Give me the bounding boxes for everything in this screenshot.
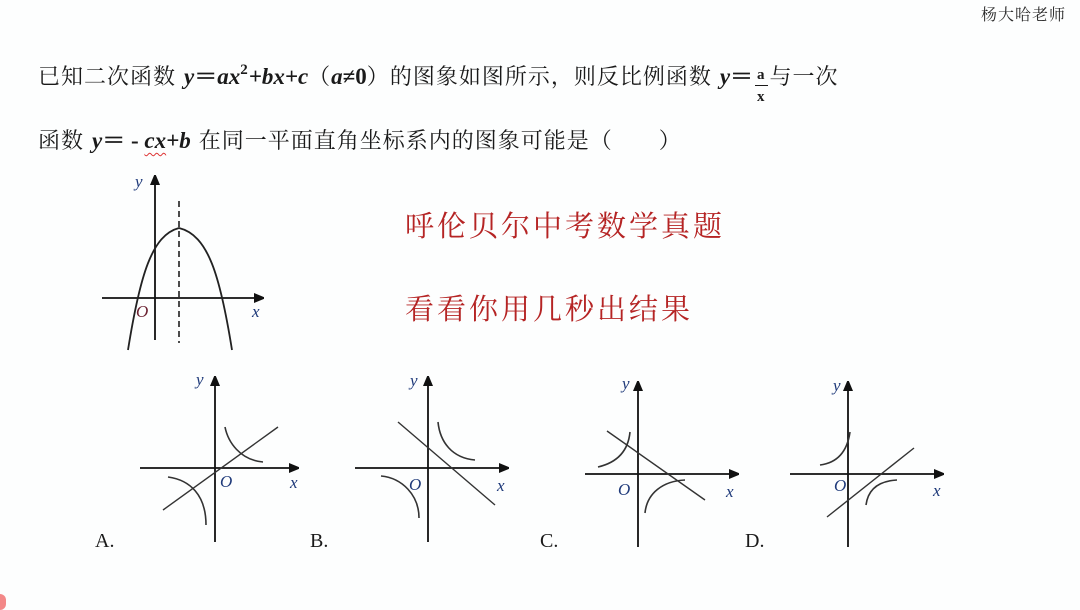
fraction <box>755 68 768 105</box>
question-text: 与一次 <box>769 65 839 90</box>
option-d-label[interactable]: D. <box>745 530 765 552</box>
x-axis-label: x <box>252 302 260 321</box>
question-line-2 <box>38 122 682 155</box>
x-axis-label: x <box>933 481 941 500</box>
option-a-label[interactable]: A. <box>95 530 115 552</box>
option-b-graph[interactable] <box>355 370 520 545</box>
author-watermark: 杨大哈老师 <box>980 5 1066 24</box>
x-axis-label: x <box>497 476 505 495</box>
parabola-curve <box>128 228 232 350</box>
option-c-graph[interactable] <box>585 375 745 550</box>
math-exponent: 2 <box>240 62 249 78</box>
hyperbola-branch <box>820 432 850 465</box>
option-c-label[interactable]: C. <box>540 530 559 552</box>
math-eq: ＝ <box>730 64 754 89</box>
question-line-1 <box>38 58 839 105</box>
y-axis-label: y <box>833 376 841 395</box>
math-expr: +b <box>166 128 191 153</box>
math-var: ax <box>217 64 241 89</box>
math-var: y <box>184 64 195 89</box>
fraction-denominator: x <box>757 88 766 105</box>
math-eq: ＝ <box>194 64 218 89</box>
paren: ） <box>366 65 390 90</box>
math-var: y <box>92 128 103 153</box>
math-expr: +bx+c <box>248 64 309 89</box>
fraction-numerator: a <box>755 68 768 86</box>
hyperbola-branch <box>645 480 685 513</box>
origin-label: O <box>618 480 631 499</box>
hyperbola-branch <box>168 477 206 525</box>
parabola-figure <box>90 165 280 360</box>
question-text: 已知二次函数 <box>38 65 177 90</box>
x-axis-label: x <box>290 473 298 492</box>
origin-label: O <box>220 472 233 491</box>
origin-label: O <box>409 475 422 494</box>
y-axis-label: y <box>410 371 418 390</box>
hyperbola-branch <box>438 422 475 460</box>
banner-title: 呼伦贝尔中考数学真题 <box>405 209 726 243</box>
question-text: 在同一平面直角坐标系内的图象可能是（ ） <box>198 129 682 154</box>
hyperbola-branch <box>598 432 630 467</box>
y-axis-label: y <box>622 374 630 393</box>
option-d-graph[interactable] <box>790 375 955 550</box>
hyperbola-branch <box>225 427 263 462</box>
option-b-label[interactable]: B. <box>310 530 329 552</box>
paren: （ <box>308 65 332 90</box>
origin-label: O <box>136 302 149 321</box>
x-axis-label: x <box>726 482 734 501</box>
y-axis-label: y <box>196 370 204 389</box>
hyperbola-branch <box>866 480 897 505</box>
question-text: 的图象如图所示，则反比例函数 <box>389 65 712 90</box>
origin-label: O <box>834 476 847 495</box>
math-var: a <box>331 64 343 89</box>
math-eq: ＝ - <box>102 128 145 153</box>
math-var: cx <box>144 128 167 153</box>
math-var: y <box>719 64 731 89</box>
option-a-graph[interactable] <box>140 370 305 545</box>
banner-subtitle: 看看你用几秒出结果 <box>405 292 694 326</box>
y-axis-label: y <box>135 172 143 191</box>
question-text: 函数 <box>38 129 85 154</box>
math-expr: ≠0 <box>342 64 367 89</box>
